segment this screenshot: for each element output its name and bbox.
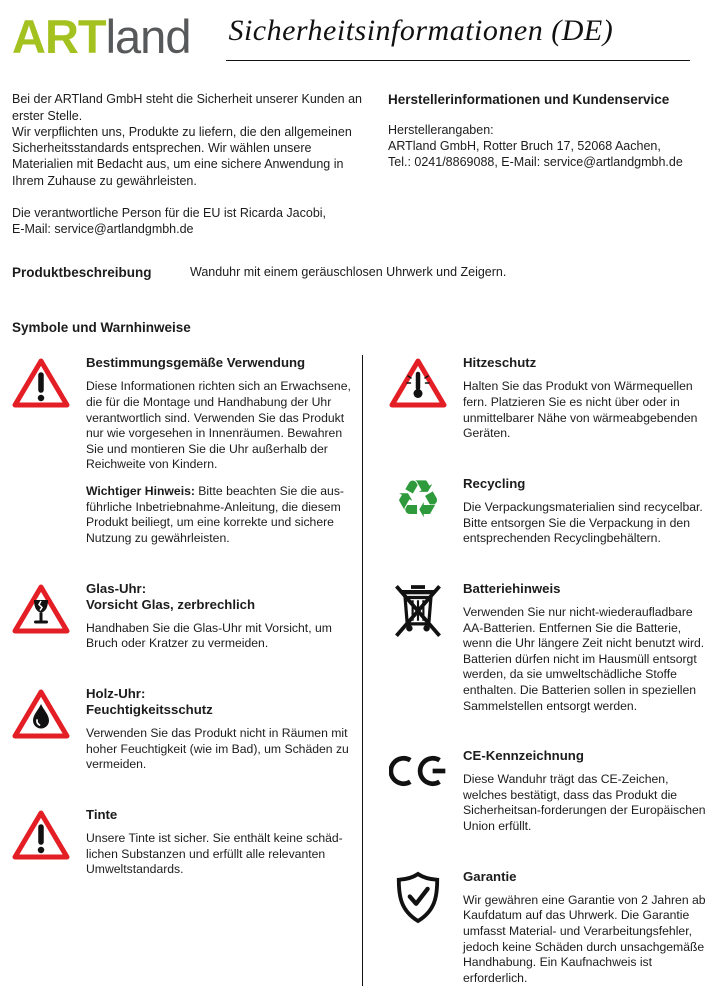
manufacturer-column	[368, 91, 692, 237]
logo-text-art: ART	[12, 10, 106, 63]
intro-paragraph-1: Bei der ARTland GmbH steht die Sicherheit unserer Kunden an erster Stelle.	[12, 92, 362, 123]
warranty-shield-check-icon	[389, 869, 447, 986]
warning-text	[447, 748, 710, 835]
warning-block-warranty	[389, 869, 710, 986]
product-description-label: Produktbeschreibung	[12, 265, 152, 281]
warning-note	[86, 484, 352, 546]
warning-block-intended-use	[12, 355, 356, 546]
responsible-person-line: Die verantwortliche Person für die EU ist Ricarda Jacobi,	[12, 205, 327, 220]
warning-title: Glas-Uhr:	[86, 580, 147, 596]
warning-body: Diese Wanduhr trägt das CE-Zeichen, welches bestätigt, dass das Produkt die Sicherheitsan-forderungen der Europäischen Union erfüllt.	[463, 772, 706, 834]
title-underline	[226, 14, 690, 61]
intro-paragraph-2: Wir verpflichten uns, Produkte zu liefern, die den allgemeinen Sicherheitsstandards entsprechen. Wir wählen unsere Materialien mit Bedacht aus, um eine sichere Anwendung in Ihrem Zuhause zu gewährleisten.	[12, 124, 352, 188]
intro-section	[0, 61, 720, 237]
warning-text	[70, 581, 356, 652]
ce-mark-icon	[389, 748, 447, 835]
product-description-text: Wanduhr mit einem geräuschlosen Uhrwerk und Zeigern.	[190, 265, 507, 280]
warning-block-heat	[389, 355, 710, 442]
warning-title: Recycling	[463, 475, 526, 491]
warning-title: Garantie	[463, 868, 517, 884]
crossed-out-wheeled-bin-icon	[389, 581, 447, 714]
warning-body: Verwenden Sie nur nicht-wiederaufladbare AA-Batterien. Entfernen Sie die Batterie, wenn die Uhr längere Zeit nicht benutzt wird. Batterien dürfen nicht im Hausmüll entsorgt werden, da sie umweltschädliche Stoffe enthalten. Die Batterien sollen in speziellen Sammelstellen entsorgt werden.	[463, 604, 705, 713]
warning-body: Wir gewähren eine Garantie von 2 Jahren ab Kaufdatum auf das Uhrwerk. Die Garantie umfasst Material- und Verarbeitungsfehler, jedoch keine Schäden durch unsachgemäße Handhabung. Ein Kaufnachweis ist erforderlich.	[463, 892, 706, 985]
warning-title-line2: Feuchtigkeitsschutz	[86, 702, 213, 718]
warning-text	[447, 476, 710, 547]
header	[0, 0, 720, 61]
warning-block-ink	[12, 807, 356, 878]
warning-text	[70, 355, 356, 546]
warnings-column-right	[362, 355, 710, 986]
warning-body: Handhaben Sie die Glas-Uhr mit Vorsicht, um Bruch oder Kratzer zu vermeiden.	[86, 620, 332, 651]
warning-body: Halten Sie das Produkt von Wärmequellen fern. Platzieren Sie es nicht über oder in unmittelbarer Nähe von wärmeabgebenden Geräten.	[463, 379, 698, 441]
responsible-person-email: E-Mail: service@artlandgmbh.de	[12, 222, 194, 237]
warning-note-label: Wichtiger Hinweis:	[86, 484, 195, 499]
warning-triangle-water-drop-icon	[12, 686, 70, 773]
warning-body: Verwenden Sie das Produkt nicht in Räumen mit hoher Feuchtigkeit (wie im Bad), um Schäden zu vermeiden.	[86, 726, 349, 772]
warning-block-glass-clock	[12, 581, 356, 652]
warning-text	[447, 581, 710, 714]
logo-text-land: land	[105, 10, 191, 63]
recycling-icon	[389, 469, 447, 547]
warning-title-line2: Vorsicht Glas, zerbrechlich	[86, 596, 256, 612]
intro-text-column	[12, 91, 368, 237]
artland-logo	[12, 12, 190, 61]
warnings-grid	[12, 355, 710, 986]
symbols-heading: Symbole und Warnhinweise	[12, 320, 191, 336]
warning-block-battery	[389, 581, 710, 714]
warning-body: Die Verpackungsmaterialien sind recycelbar. Bitte entsorgen Sie die Verpackung in den entsprechenden Recyclingbehältern.	[463, 499, 703, 546]
warning-triangle-exclamation-icon	[12, 355, 70, 546]
warning-block-ce	[389, 748, 710, 835]
warning-title: CE-Kennzeichnung	[463, 748, 584, 764]
page-title: Sicherheitsinformationen (DE)	[228, 14, 614, 48]
warning-block-recycling	[389, 469, 710, 547]
manufacturer-contact: Tel.: 0241/8869088, E-Mail: service@artlandgmbh.de	[388, 155, 683, 170]
warning-block-wood-clock	[12, 686, 356, 773]
warning-text	[447, 869, 710, 986]
warning-title: Bestimmungsgemäße Verwendung	[86, 355, 306, 371]
warning-title: Batteriehinweis	[463, 580, 561, 596]
recycling-glyph: ♻	[394, 469, 442, 530]
warning-body: Unsere Tinte ist sicher. Sie enthält keine schäd-lichen Substanzen und erfüllt alle relevanten Umweltstandards.	[86, 831, 343, 877]
warning-body: Diese Informationen richten sich an Erwachsene, die für die Montage und Handhabung der Uhr verantwortlich sind. Verwenden Sie das Produkt nur wie vorgesehen in Innenräumen. Bewahren Sie und montieren Sie die Uhr außerhalb der Reichweite von Kindern.	[86, 379, 351, 472]
warning-note-body: Bitte beachten Sie die aus-führliche Inbetriebnahme-Anleitung, die diesem Produkt beiliegt, um eine korrekte und sichere Nutzung zu gewährleisten.	[86, 484, 344, 545]
manufacturer-heading: Herstellerinformationen und Kundenservice	[388, 92, 670, 108]
warning-text	[70, 686, 356, 773]
product-description-row	[0, 237, 720, 280]
warning-triangle-broken-glass-icon	[12, 581, 70, 652]
warning-text	[70, 807, 356, 878]
warning-text	[447, 355, 710, 442]
warning-triangle-thermometer-icon	[389, 355, 447, 442]
responsible-person-block	[12, 205, 368, 238]
warning-triangle-exclamation-icon	[12, 807, 70, 878]
warning-title: Tinte	[86, 806, 118, 822]
warning-title: Hitzeschutz	[463, 355, 537, 371]
warning-title: Holz-Uhr:	[86, 685, 146, 701]
manufacturer-label: Herstellerangaben:	[388, 122, 494, 137]
warnings-column-left	[12, 355, 362, 986]
manufacturer-address: ARTland GmbH, Rotter Bruch 17, 52068 Aachen,	[388, 139, 661, 154]
